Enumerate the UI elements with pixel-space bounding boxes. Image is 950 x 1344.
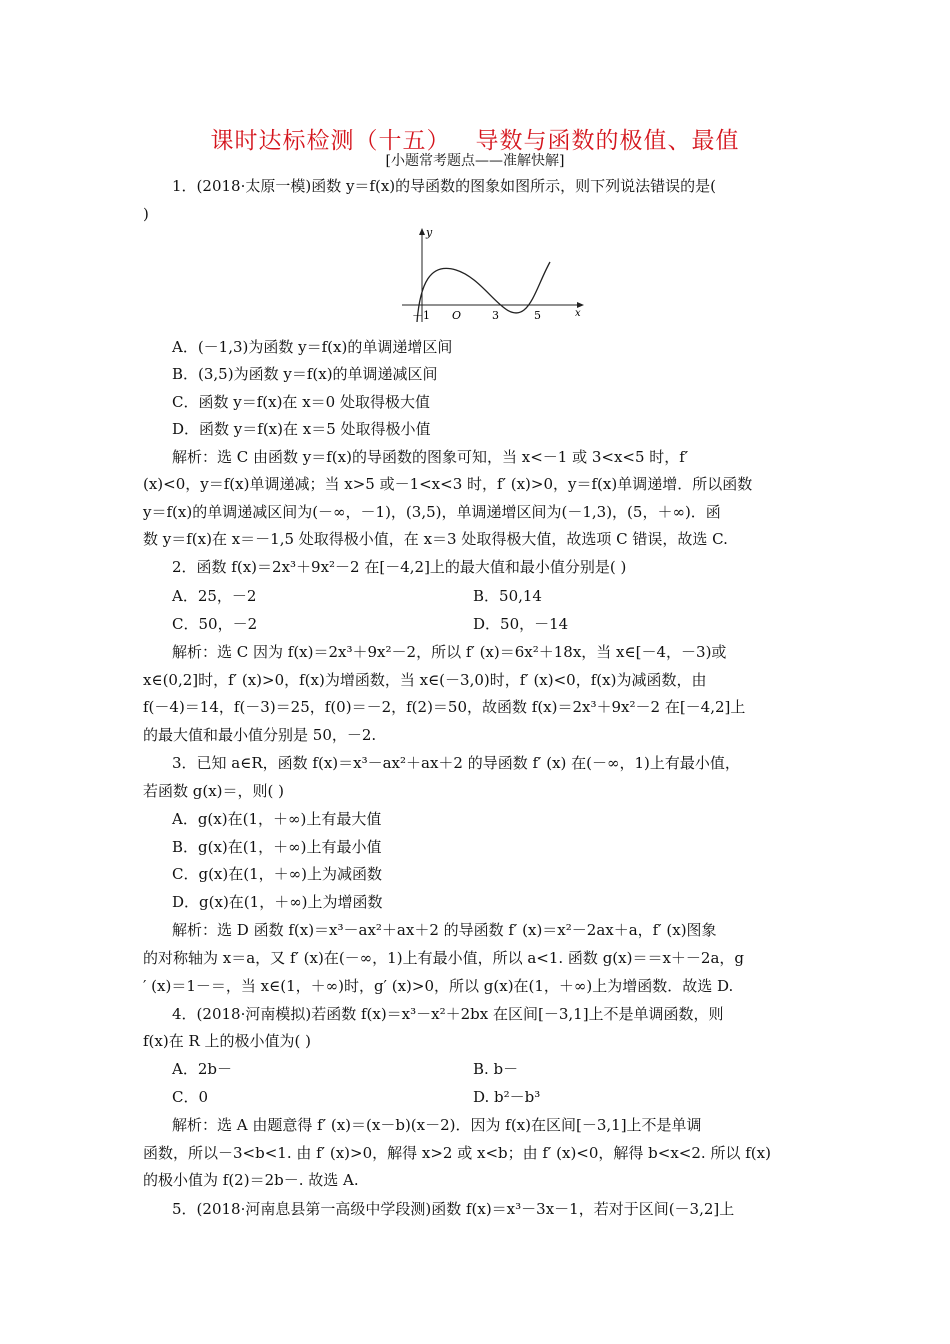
q4-option-d: D. b²－b³ [473, 1088, 541, 1106]
q3-option-c: C．g(x)在(1，＋∞)上为减函数 [172, 865, 382, 883]
q3-option-a: A．g(x)在(1，＋∞)上有最大值 [172, 810, 382, 828]
q3-stem-line-2: 若函数 g(x)＝，则( ) [143, 782, 285, 800]
q2-solution-line-4: 的最大值和最小值分别是 50，－2. [143, 726, 377, 744]
q4-solution-line-1: 解析：选 A 由题意得 f′ (x)＝(x－b)(x－2)．因为 f(x)在区间[－3,1]上不是单调 [172, 1116, 702, 1134]
q2-stem: 2．函数 f(x)＝2x³＋9x²－2 在[－4,2]上的最大值和最小值分别是( ) [172, 558, 627, 576]
derivative-graph [398, 222, 588, 324]
q2-solution-line-3: f(－4)＝14，f(－3)＝25，f(0)＝－2，f(2)＝50，故函数 f(x)＝2x³＋9x²－2 在[－4,2]上 [143, 698, 746, 716]
q4-stem: 4．(2018·河南模拟)若函数 f(x)＝x³－x²＋2bx 在区间[－3,1]上不是单调函数，则 [172, 1005, 724, 1023]
q4-option-c: C．0 [172, 1088, 209, 1106]
y-axis-arrow [419, 228, 425, 235]
q1-option-c: C．函数 y＝f(x)在 x＝0 处取得极大值 [172, 393, 430, 411]
q5-stem: 5．(2018·河南息县第一高级中学段测)函数 f(x)＝x³－3x－1，若对于区间(－3,2]上 [172, 1200, 735, 1218]
q2-option-d: D．50，－14 [473, 615, 569, 633]
origin-label: O [452, 309, 462, 322]
tick-label-3: 3 [492, 309, 499, 322]
q3-solution-line-1: 解析：选 D 函数 f(x)＝x³－ax²＋ax＋2 的导函数 f′ (x)＝x²－2ax＋a，f′ (x)图象 [172, 921, 717, 939]
y-axis-label: y [426, 226, 433, 239]
q1-solution-line-4: 数 y＝f(x)在 x＝－1,5 处取得极小值，在 x＝3 处取得极大值，故选项 C 错误，故选 C. [143, 530, 728, 548]
section-subtitle: [小题常考题点——准解快解] [385, 153, 565, 169]
q3-option-d: D．g(x)在(1，＋∞)上为增函数 [172, 893, 383, 911]
q3-solution-line-2: 的对称轴为 x＝a，又 f′ (x)在(－∞，1)上有最小值，所以 a<1. 函数 g(x)＝＝x＋－2a，g [143, 949, 745, 967]
q4-solution-line-3: 的极小值为 f(2)＝2b－. 故选 A. [143, 1171, 359, 1189]
tick-label-5: 5 [534, 309, 541, 322]
q2-option-c: C．50，－2 [172, 615, 258, 633]
q1-option-b: B．(3,5)为函数 y＝f(x)的单调递减区间 [172, 365, 438, 383]
q2-option-b: B．50,14 [473, 587, 542, 605]
q1-option-a: A．(－1,3)为函数 y＝f(x)的单调递增区间 [172, 338, 453, 356]
derivative-curve [417, 262, 550, 322]
q1-solution-line-2: (x)<0，y＝f(x)单调递减；当 x>5 或－1<x<3 时，f′ (x)>0，y＝f(x)单调递增．所以函数 [143, 475, 753, 493]
q1-solution-line-3: y＝f(x)的单调递减区间为(－∞，－1)，(3,5)，单调递增区间为(－1,3)，(5，＋∞)．函 [143, 503, 721, 521]
q2-solution-line-1: 解析：选 C 因为 f(x)＝2x³＋9x²－2，所以 f′ (x)＝6x²＋18x，当 x∈[－4，－3)或 [172, 643, 727, 661]
tick-label-neg1: －1 [412, 309, 430, 322]
x-axis-label: x [575, 308, 581, 319]
q3-solution-line-3: ′ (x)＝1－＝，当 x∈(1，＋∞)时，g′ (x)>0，所以 g(x)在(1，＋∞)上为增函数．故选 D. [143, 977, 734, 995]
q2-option-a: A．25，－2 [172, 587, 257, 605]
q3-stem: 3．已知 a∈R，函数 f(x)＝x³－ax²＋ax＋2 的导函数 f′ (x) 在(－∞，1)上有最小值， [172, 754, 740, 772]
q3-option-b: B．g(x)在(1，＋∞)上有最小值 [172, 838, 382, 856]
q4-option-b: B. b－ [473, 1060, 519, 1078]
page-title: 课时达标检测（十五） 导数与函数的极值、最值 [210, 128, 740, 154]
q1-stem: 1．(2018·太原一模)函数 y＝f(x)的导函数的图象如图所示，则下列说法错误的是( [172, 177, 717, 195]
q1-option-d: D．函数 y＝f(x)在 x＝5 处取得极小值 [172, 420, 431, 438]
q4-option-a: A．2b－ [172, 1060, 232, 1078]
q1-stem-bracket: ) [143, 205, 149, 223]
q4-solution-line-2: 函数，所以－3<b<1. 由 f′ (x)>0，解得 x>2 或 x<b；由 f′ (x)<0，解得 b<x<2. 所以 f(x) [143, 1144, 771, 1162]
q2-solution-line-2: x∈(0,2]时，f′ (x)>0，f(x)为增函数，当 x∈(－3,0)时，f′ (x)<0，f(x)为减函数，由 [143, 671, 707, 689]
q1-solution-line-1: 解析：选 C 由函数 y＝f(x)的导函数的图象可知，当 x<－1 或 3<x<5 时，f′ [172, 448, 689, 466]
q4-stem-line-2: f(x)在 R 上的极小值为( ) [143, 1032, 312, 1050]
